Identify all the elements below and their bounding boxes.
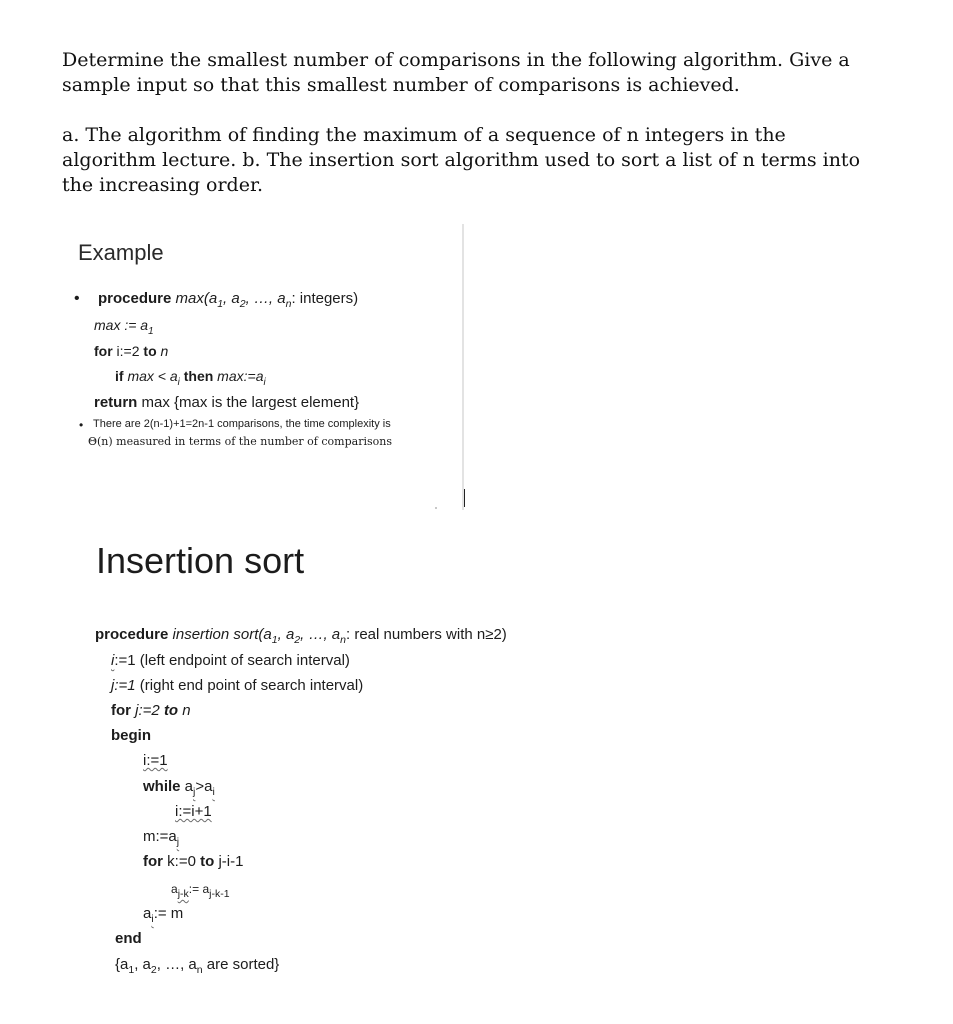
outer-for-line: for j:=2 to n — [111, 702, 191, 719]
insert-line: $a_i:= m$ — [143, 905, 184, 925]
sorted-comment-line: {$a_1$, $a_2$, …, $a_n$ are sorted} — [115, 956, 280, 976]
max-init-line: max := $a_1$ — [94, 317, 154, 337]
example-slide — [62, 222, 464, 508]
max-return-line: return max {max is the largest element} — [94, 394, 360, 411]
end-line: end — [115, 930, 142, 947]
comparison-note-line-2: Θ(n) measured in terms of the number of comparisons — [88, 435, 392, 448]
i-reset-line: i:=1 — [143, 752, 168, 769]
inner-for-line: for k:=0 to j-i-1 — [143, 853, 244, 870]
question-paragraph-1: Determine the smallest number of comparisons in the following algorithm. Give a sample input so that this smallest number of comparisons is achieved. — [62, 49, 850, 96]
i-increment-line: i:=i+1 — [175, 803, 212, 820]
example-title: Example — [78, 240, 164, 265]
insertion-procedure-line: procedure insertion $sort(a_1$, $a_2$, …, $a_n$: real numbers with n≥2) — [95, 626, 507, 646]
question-paragraph-2: a. The algorithm of finding the maximum of a sequence of n integers in the algorithm lecture. b. The insertion sort algorithm used to sort a list of n terms into the increasing order. — [62, 124, 861, 196]
text-cursor — [464, 489, 465, 507]
max-for-line: for i:=2 to n — [94, 343, 169, 359]
right-endpoint-line: j:=1 (right end point of search interval) — [111, 677, 364, 694]
m-assign-line: $m:=a_j$ — [143, 828, 180, 848]
insertion-sort-title: Insertion sort — [96, 540, 305, 581]
shift-line: $a_{j-k}:= a_{j-k-1}$ — [171, 882, 230, 900]
comparison-note-line-1: There are 2(n-1)+1=2n-1 comparisons, the time complexity is — [93, 418, 391, 430]
begin-line: begin — [111, 727, 151, 744]
bullet-icon: • — [79, 418, 84, 432]
bullet-icon: • — [74, 290, 80, 307]
max-if-line: if $\max < a_i$ then $\max:=a_i$ — [115, 368, 266, 388]
while-line: while $a_j>a_i$ — [143, 778, 215, 798]
max-procedure-line: procedure $\max(a_1$, $a_2$, …, $a_n$: integers) — [98, 290, 359, 310]
left-endpoint-line: i:=1 (left endpoint of search interval) — [111, 652, 350, 669]
question-text — [62, 48, 882, 198]
